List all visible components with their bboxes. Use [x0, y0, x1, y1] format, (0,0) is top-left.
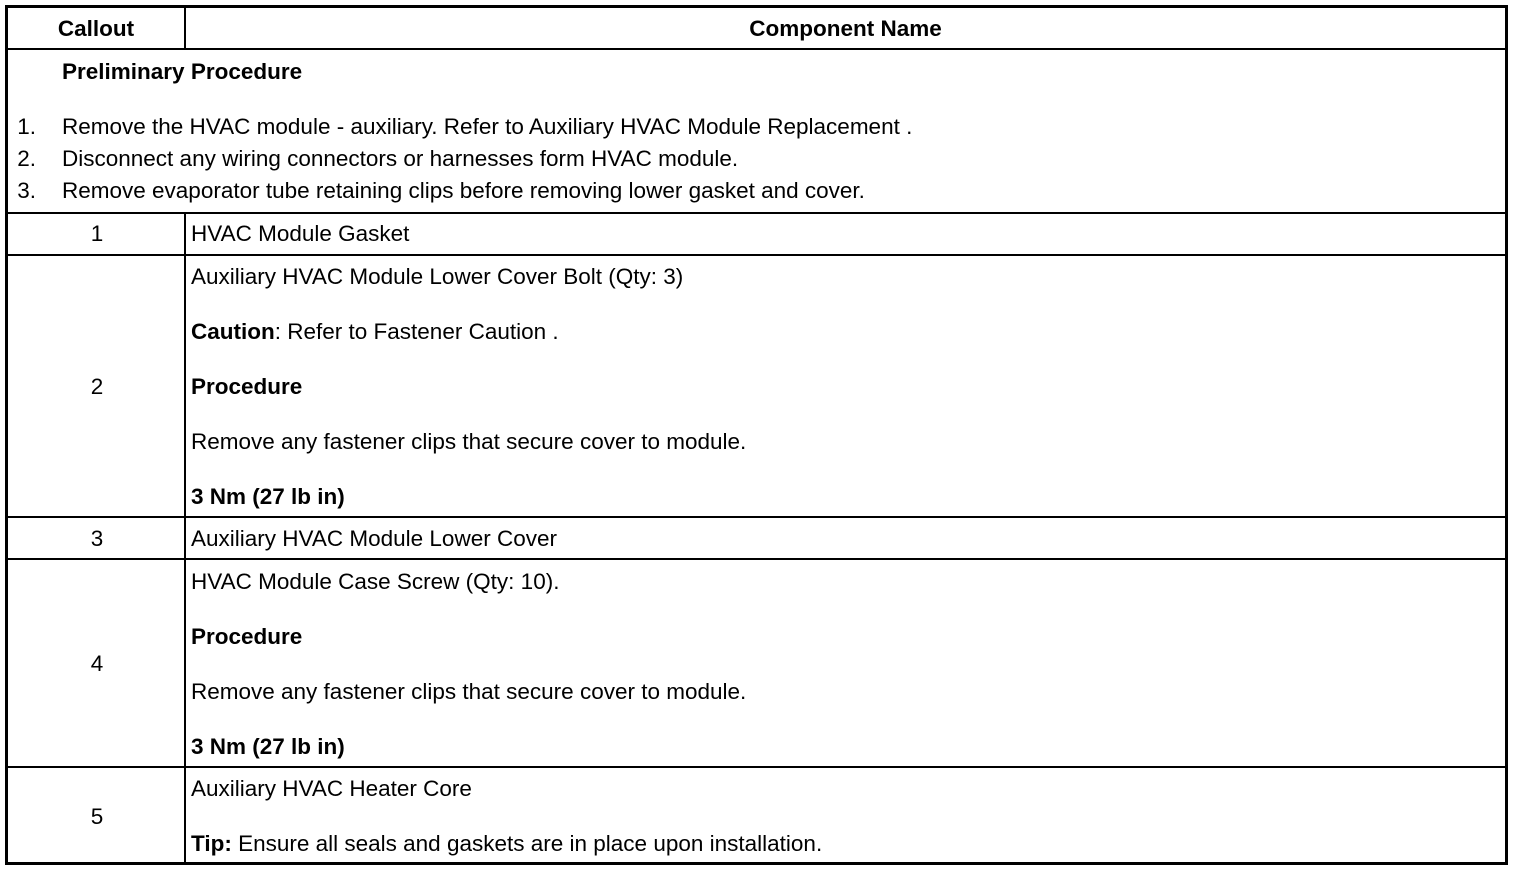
component-name: Auxiliary HVAC Module Lower Cover Bolt (Qty: 3)	[191, 264, 684, 289]
row-divider-header	[8, 48, 1505, 50]
component-table	[5, 5, 1508, 865]
procedure-label: Procedure	[191, 374, 303, 399]
tip-text: Ensure all seals and gaskets are in place upon installation.	[231, 831, 823, 856]
row-divider-4	[8, 766, 1505, 768]
component-name: HVAC Module Case Screw (Qty: 10).	[191, 569, 560, 594]
preliminary-step	[8, 178, 865, 204]
preliminary-step	[8, 114, 912, 140]
component-name: Auxiliary HVAC Heater Core	[191, 776, 472, 801]
step-number: 2.	[17, 146, 36, 171]
callout-number: 1	[90, 221, 104, 246]
step-number: 1.	[17, 114, 36, 139]
callout-number: 4	[90, 651, 104, 676]
row-divider-1	[8, 254, 1505, 256]
header-callout: Callout	[57, 16, 135, 41]
header-component-name: Component Name	[749, 16, 942, 41]
torque-spec: 3 Nm (27 lb in)	[191, 484, 345, 509]
step-text: Remove evaporator tube retaining clips before removing lower gasket and cover.	[62, 178, 865, 203]
row-divider-3	[8, 558, 1505, 560]
torque-spec: 3 Nm (27 lb in)	[191, 734, 345, 759]
row-divider-2	[8, 516, 1505, 518]
preliminary-title: Preliminary Procedure	[62, 59, 303, 84]
row-divider-preliminary	[8, 212, 1505, 214]
procedure-label: Procedure	[191, 624, 303, 649]
step-text: Disconnect any wiring connectors or harnesses form HVAC module.	[62, 146, 739, 171]
tip-label: Tip:	[191, 831, 232, 856]
step-number: 3.	[17, 178, 36, 203]
tip-note	[191, 831, 822, 857]
callout-number: 5	[90, 804, 104, 829]
caution-note	[191, 319, 559, 345]
callout-number: 3	[90, 526, 104, 551]
caution-text: : Refer to Fastener Caution .	[274, 319, 559, 344]
component-name: HVAC Module Gasket	[191, 221, 410, 246]
procedure-text: Remove any fastener clips that secure cover to module.	[191, 429, 747, 454]
procedure-text: Remove any fastener clips that secure cover to module.	[191, 679, 747, 704]
component-name: Auxiliary HVAC Module Lower Cover	[191, 526, 557, 551]
callout-number: 2	[90, 374, 104, 399]
preliminary-step	[8, 146, 738, 172]
caution-label: Caution	[191, 319, 275, 344]
step-text: Remove the HVAC module - auxiliary. Refer to Auxiliary HVAC Module Replacement .	[62, 114, 913, 139]
